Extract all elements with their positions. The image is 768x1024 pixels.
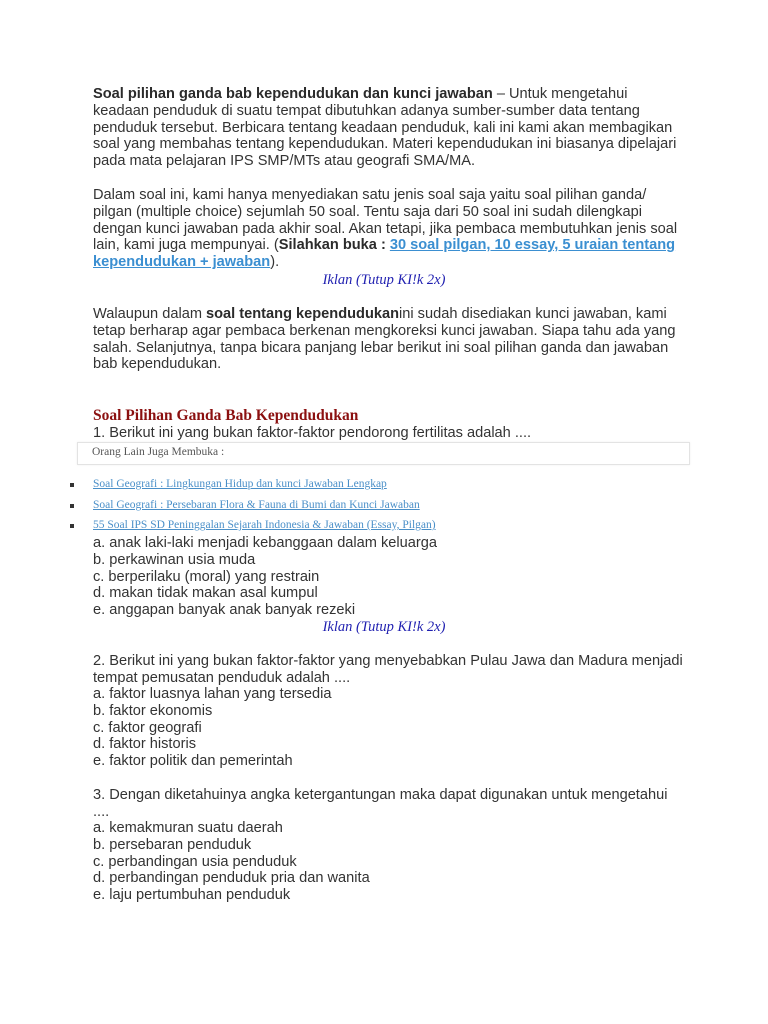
option-b: b. perkawinan usia muda [93,551,256,568]
option-c: c. berperilaku (moral) yang restrain [93,568,320,585]
related-link-1[interactable]: Soal Geografi : Lingkungan Hidup dan kunci Jawaban Lengkap [93,478,387,490]
related-link-3[interactable]: 55 Soal IPS SD Peninggalan Sejarah Indonesia & Jawaban (Essay, Pilgan) [93,519,436,531]
option-d: d. faktor historis [93,736,197,753]
option-a: a. kemakmuran suatu daerah [93,820,283,836]
paragraph-3-pre: Walaupun dalam [93,306,207,322]
paragraph-2-bold: Silahkan buka : [278,237,390,254]
related-box [77,442,690,465]
option-e: e. faktor politik dan pemerintah [93,753,293,770]
bullet-icon [70,524,74,528]
intro-text: – Untuk mengetahui keadaan penduduk di suatu tempat dibutuhkan adanya sumber-sumber data tentang penduduk tersebut. Berbicara tentang keadaan penduduk, kali ini kami akan membagikan soal yang membahas tentang kependudukan. Materi kependudukan ini biasanya dipelajari pada mata pelajaran IPS SMP/MTs atau geografi SMA/MA. [93,86,677,170]
option-e: e. laju pertumbuhan penduduk [93,887,291,904]
paragraph-2-text: Dalam soal ini, kami hanya menyediakan satu jenis soal saja yaitu soal pilihan ganda/ pilgan (multiple choice) sejumlah 50 soal. Tentu saja dari 50 soal ini sudah dilengkapi dengan kunci jawaban pada akhir soal. Akan tetapi, jika pembaca membutuhkan jenis soal lain, kami juga mempunyai. ( [93,187,678,254]
option-c: c. perbandingan usia penduduk [93,853,297,870]
question-1: 1. Berikut ini yang bukan faktor-faktor pendorong fertilitas adalah .... [93,425,532,441]
paragraph-3-text: ini sudah disediakan kunci jawaban, kami tetap berharap agar pembaca berkenan mengkoreksi kunci jawaban. Siapa tahu ada yang salah. Selanjutnya, tanpa bicara panjang lebar berikut ini soal pilihan ganda dan jawaban bab kependudukan. [93,306,676,373]
list-item [70,478,436,499]
option-b: b. persebaran penduduk [93,836,252,853]
section-heading: Soal Pilihan Ganda Bab Kependudukan [93,407,359,424]
intro-title: Soal pilihan ganda bab kependudukan dan kunci jawaban [93,86,493,102]
question-3: 3. Dengan diketahuinya angka ketergantungan maka dapat digunakan untuk mengetahui .... [93,787,668,820]
related-soal-link[interactable]: 30 soal pilgan, 10 essay, 5 uraian tentang kependudukan + jawaban [93,237,676,271]
question-2: 2. Berikut ini yang bukan faktor-faktor yang menyebabkan Pulau Jawa dan Madura menjadi tempat pemusatan penduduk adalah .... [93,653,683,686]
paragraph-2 [93,187,683,271]
related-title: Orang Lain Juga Membuka : [92,446,225,458]
option-d: d. perbandingan penduduk pria dan wanita [93,870,370,887]
ad-label-2[interactable]: Iklan (Tutup KI!k 2x) [322,619,446,635]
question-1-options [93,535,693,619]
paragraph-2-end: ). [270,254,280,271]
option-a: a. faktor luasnya lahan yang tersedia [93,686,332,702]
related-links-list [70,478,436,540]
option-a: a. anak laki-laki menjadi kebanggaan dalam keluarga [93,535,437,551]
bullet-icon [70,483,74,487]
question-2-options [93,686,693,770]
option-b: b. faktor ekonomis [93,702,213,719]
question-3-options [93,820,693,904]
paragraph-3-bold: soal tentang kependudukan [206,306,400,322]
ad-label-1[interactable]: Iklan (Tutup KI!k 2x) [322,272,446,288]
paragraph-3 [93,306,683,373]
option-e: e. anggapan banyak anak banyak rezeki [93,602,356,619]
option-c: c. faktor geografi [93,719,202,736]
related-link-2[interactable]: Soal Geografi : Persebaran Flora & Fauna di Bumi dan Kunci Jawaban [93,498,420,511]
bullet-icon [70,504,74,508]
list-item [70,499,436,520]
intro-paragraph [93,86,683,170]
option-d: d. makan tidak makan asal kumpul [93,585,318,602]
